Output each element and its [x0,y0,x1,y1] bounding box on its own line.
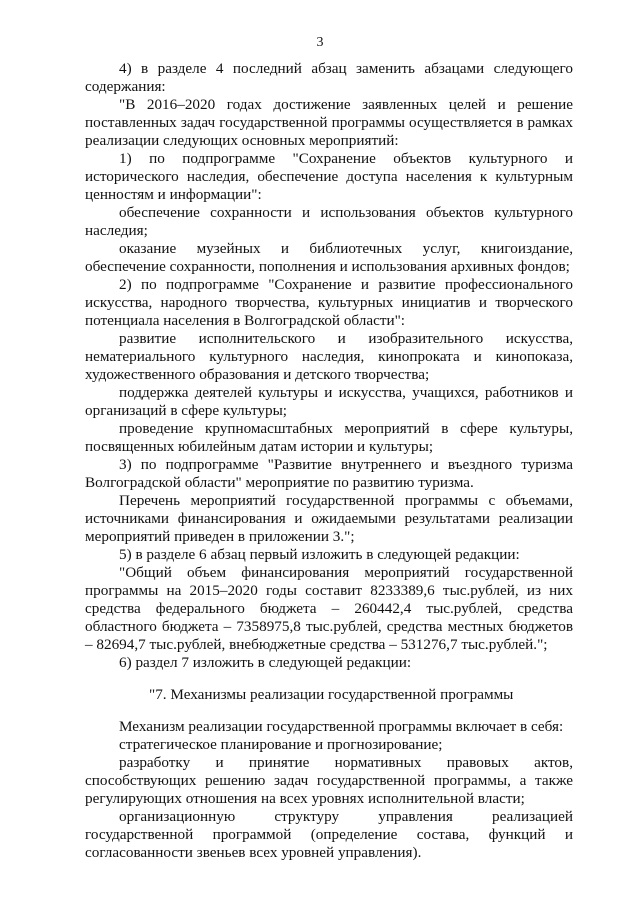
paragraph: обеспечение сохранности и использования объектов культурного наследия; [85,204,573,239]
paragraph: "Общий объем финансирования мероприятий государственной программы на 2015–2020 годы составит 8233389,6 тыс.рублей, из них средства федерального бюджета – 260442,4 тыс.рублей, средства областного бюджета – 7358975,8 тыс.рублей, средства местных бюджетов – 82694,7 тыс.рублей, внебюджетные средства – 531276,7 тыс.рублей."; [85,564,573,653]
paragraph: 1) по подпрограмме "Сохранение объектов культурного и исторического наследия, обеспечение доступа населения к культурным ценностям и информации": [85,150,573,203]
paragraph: оказание музейных и библиотечных услуг, книгоиздание, обеспечение сохранности, пополнения и использования архивных фондов; [85,240,573,275]
paragraph: "В 2016–2020 годах достижение заявленных целей и решение поставленных задач государственной программы осуществляется в рамках реализации следующих основных мероприятий: [85,96,573,149]
paragraph: организационную структуру управления реализацией государственной программой (определение состава, функций и согласованности звеньев всех уровней управления). [85,808,573,861]
paragraph: 3) по подпрограмме "Развитие внутреннего и въездного туризма Волгоградской области" мероприятие по развитию туризма. [85,456,573,491]
paragraph: Механизм реализации государственной программы включает в себя: [119,718,564,735]
paragraph: разработку и принятие нормативных правовых актов, способствующих решению задач государственной программы, а также регулирующих отношения на всех уровнях исполнительной власти; [85,754,573,807]
paragraph: поддержка деятелей культуры и искусства, учащихся, работников и организаций в сфере культуры; [85,384,573,419]
page-number: 3 [316,35,324,50]
paragraph: 5) в разделе 6 абзац первый изложить в следующей редакции: [119,546,520,563]
document-body [85,60,573,862]
paragraph: Перечень мероприятий государственной программы с объемами, источниками финансирования и ожидаемыми результатами реализации мероприятий приведен в приложении 3."; [85,492,573,545]
section-heading: "7. Механизмы реализации государственной программы [149,686,514,703]
paragraph: проведение крупномасштабных мероприятий в сфере культуры, посвященных юбилейным датам истории и культуры; [85,420,573,455]
paragraph: 4) в разделе 4 последний абзац заменить абзацами следующего содержания: [85,60,573,95]
paragraph: развитие исполнительского и изобразительного искусства, нематериального культурного наследия, кинопроката и кинопоказа, художественного образования и детского творчества; [85,330,573,383]
paragraph: стратегическое планирование и прогнозирование; [119,736,443,753]
paragraph: 2) по подпрограмме "Сохранение и развитие профессионального искусства, народного творчества, культурных инициатив и творческого потенциала населения в Волгоградской области": [85,276,573,329]
paragraph: 6) раздел 7 изложить в следующей редакции: [119,654,412,671]
